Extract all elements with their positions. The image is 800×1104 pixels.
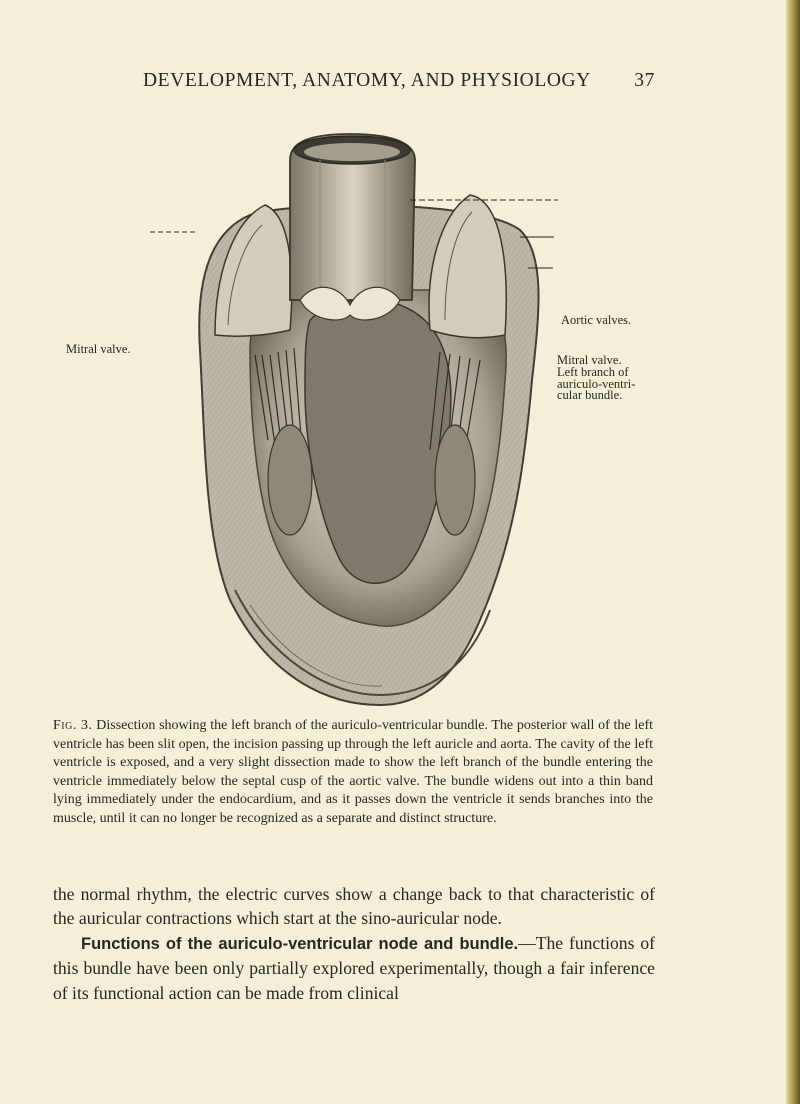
paragraph-1: the normal rhythm, the electric curves show a change back to that characteristic of the auricular contractions which start at the sino-auricular node. [53, 884, 655, 929]
paragraph-2 [53, 931, 655, 1005]
papillary-muscle-left [268, 425, 312, 535]
paragraph-2-text: —The functions of this bundle have been only partially explored experimentally, though a fair inference of its functional action can be made from clinical [53, 932, 655, 1003]
running-title: DEVELOPMENT, ANATOMY, AND PHYSIOLOGY [143, 70, 591, 91]
label-left-branch-line3: cular bundle. [557, 388, 623, 402]
label-mitral-valve-left: Mitral valve. [66, 342, 131, 356]
section-heading: Functions of the auriculo-ventricular node and bundle. [81, 934, 519, 953]
caption-text: Dissection showing the left branch of the auriculo-ventricular bundle. The posterior wall of the left ventricle has been slit open, the incision passing up through the left auricle and aorta. The cavity of the left ventricle is exposed, and a very slight dissection made to show the left branch of the bundle entering the ventricle immediately below the septal cusp of the aortic valve. The bundle widens out into a thin band lying immediately under the endocardium, and as it passes down the ventricle it sends branches into the muscle, until it can no longer be recognized as a separate and distinct structure. [53, 718, 653, 826]
figure-caption [53, 717, 653, 829]
figure-number: Fig. 3. [53, 718, 93, 733]
label-left-branch-line1: Left branch of [557, 365, 629, 379]
label-aortic-valves: Aortic valves. [561, 313, 632, 327]
label-left-branch [557, 367, 635, 402]
left-auricle-flap [215, 205, 292, 336]
label-left-branch-line2: auriculo-ventri- [557, 376, 636, 391]
page-number: 37 [634, 70, 655, 91]
heart-illustration [0, 120, 800, 720]
label-mitral-valve-right: Mitral valve. [557, 353, 622, 367]
body-text [53, 882, 655, 1005]
papillary-muscle-right [435, 425, 475, 535]
heart-dissection-figure [0, 120, 800, 720]
